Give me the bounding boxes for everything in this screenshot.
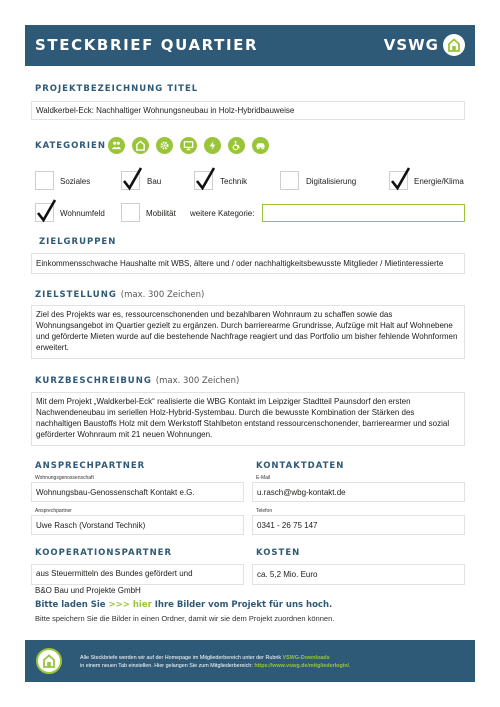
lightning-icon: [204, 137, 221, 154]
objective-heading: [35, 290, 204, 300]
project-title-field[interactable]: Waldkerbel-Eck: Nachhaltiger Wohnungsneubau in Holz-Hybridbauweise: [31, 101, 465, 120]
house-icon: [132, 137, 149, 154]
contact-data-heading: KONTAKTDATEN: [256, 461, 345, 471]
people-icon: [108, 137, 125, 154]
wheelchair-icon: [228, 137, 245, 154]
checkbox-energie-klima[interactable]: [389, 171, 408, 190]
cta-text-post: Ihre Bilder vom Projekt für uns hoch.: [154, 600, 333, 610]
category-icons: [108, 137, 269, 154]
member-login-link[interactable]: https://www.vswg.de/mitgliederlogin/.: [254, 663, 351, 669]
footer-text: [80, 654, 351, 670]
page-footer: [25, 640, 475, 682]
costs-field[interactable]: ca. 5,2 Mio. Euro: [252, 564, 465, 585]
gear-icon: [156, 137, 173, 154]
checkbox-label-technik: Technik: [220, 177, 248, 186]
footer-line-2: in einem neuen Tab einstellen. Hier gelangen Sie zum Mitgliederbereich:: [80, 663, 253, 669]
monitor-icon: [180, 137, 197, 154]
checkbox-soziales[interactable]: [35, 171, 54, 190]
summary-char-limit: (max. 300 Zeichen): [155, 376, 240, 386]
categories-heading: KATEGORIEN: [35, 141, 106, 151]
house-logo-icon: [36, 648, 62, 674]
page-header: [25, 25, 475, 66]
person-field[interactable]: Uwe Rasch (Vorstand Technik): [31, 515, 244, 535]
email-label: E-Mail: [256, 475, 271, 481]
checkbox-mobilitaet[interactable]: [121, 203, 140, 222]
checkbox-technik[interactable]: [194, 171, 213, 190]
phone-label: Telefon: [256, 508, 273, 514]
objective-field[interactable]: Ziel des Projekts war es, ressourcenschonenden und bezahlbaren Wohnraum zu schaffen sowie das Wohnungsangebot im Quartier gezielt zu ergänzen. Durch barrierearme Grundrisse, Aufzüge mit Halt auf Wohnebene und geförderte Mieten wurde auf die bestehende Nachfrage reagiert und das Portfolio um bisher fehlende Wohnformen erweitert.: [31, 305, 465, 359]
checkmark-icon: [35, 198, 57, 224]
target-groups-heading: ZIELGRUPPEN: [39, 237, 117, 247]
checkbox-label-bau: Bau: [147, 177, 162, 186]
checkbox-wohnumfeld[interactable]: [35, 203, 54, 222]
upload-call-to-action: [35, 600, 332, 610]
brand-logo: [384, 34, 465, 56]
cta-instructions: Bitte speichern Sie die Bilder in einen Ordner, damit wir sie dem Projekt zuordnen können.: [35, 614, 335, 623]
checkmark-icon: [389, 166, 411, 192]
page-title: STECKBRIEF QUARTIER: [35, 36, 259, 54]
objective-heading-text: ZIELSTELLUNG: [35, 290, 117, 300]
checkbox-label-digitalisierung: Digitalisierung: [306, 177, 357, 186]
org-label: Wohnungsgenossenschaft: [35, 475, 94, 481]
person-label: Ansprechpartner: [35, 508, 72, 514]
checkbox-bau[interactable]: [121, 171, 140, 190]
project-heading: PROJEKTBEZEICHNUNG TITEL: [35, 84, 199, 94]
house-logo-icon: [443, 34, 465, 56]
partners-line-1: aus Steuermitteln des Bundes gefördert und: [36, 569, 193, 578]
car-icon: [252, 137, 269, 154]
email-field[interactable]: u.rasch@wbg-kontakt.de: [252, 482, 465, 502]
footer-line-1: Alle Steckbriefe werden wir auf der Homepage im Mitgliederbereich unter der Rubrik: [80, 655, 282, 661]
downloads-link[interactable]: VSWG-Downloads: [282, 655, 330, 661]
summary-heading: [35, 376, 239, 386]
brand-name: VSWG: [383, 36, 439, 54]
partners-field[interactable]: [31, 564, 244, 585]
checkmark-icon: [121, 166, 143, 192]
org-field[interactable]: Wohnungsbau-Genossenschaft Kontakt e.G.: [31, 482, 244, 502]
objective-char-limit: (max. 300 Zeichen): [120, 290, 205, 300]
other-category-label: weitere Kategorie:: [190, 209, 255, 218]
checkbox-digitalisierung[interactable]: [280, 171, 299, 190]
partners-line-2: B&O Bau und Projekte GmbH: [35, 586, 141, 595]
checkbox-label-soziales: Soziales: [60, 177, 91, 186]
checkbox-label-mobilitaet: Mobilität: [146, 209, 176, 218]
phone-field[interactable]: 0341 - 26 75 147: [252, 515, 465, 535]
cta-text-pre: Bitte laden Sie: [35, 600, 106, 610]
other-category-input[interactable]: [262, 204, 465, 222]
upload-link[interactable]: >>> hier: [108, 600, 152, 610]
checkmark-icon: [194, 166, 216, 192]
summary-heading-text: KURZBESCHREIBUNG: [35, 376, 152, 386]
costs-heading: KOSTEN: [256, 548, 301, 558]
checkbox-label-energie-klima: Energie/Klima: [414, 177, 464, 186]
summary-field[interactable]: Mit dem Projekt „Waldkerbel-Eck“ realisierte die WBG Kontakt im Leipziger Stadtteil Paunsdorf den ersten Nachwendeneubau im seriellen Holz-Hybrid-Systembau. Durch die bewusste Kombination der Stärken des nachhaltigen Baustoffs Holz mit dem Werkstoff Stahlbeton entstand ressourcenschonender, barrierearmer und sozial geförderter Wohnraum mit 21 neuen Wohnungen.: [31, 392, 465, 446]
partners-heading: KOOPERATIONSPARTNER: [35, 548, 173, 558]
target-groups-field[interactable]: Einkommensschwache Haushalte mit WBS, ältere und / oder nachhaltigkeitsbewusste Mitglieder / Mietinteressierte: [31, 253, 465, 274]
contact-heading: ANSPRECHPARTNER: [35, 461, 146, 471]
checkbox-label-wohnumfeld: Wohnumfeld: [60, 209, 105, 218]
